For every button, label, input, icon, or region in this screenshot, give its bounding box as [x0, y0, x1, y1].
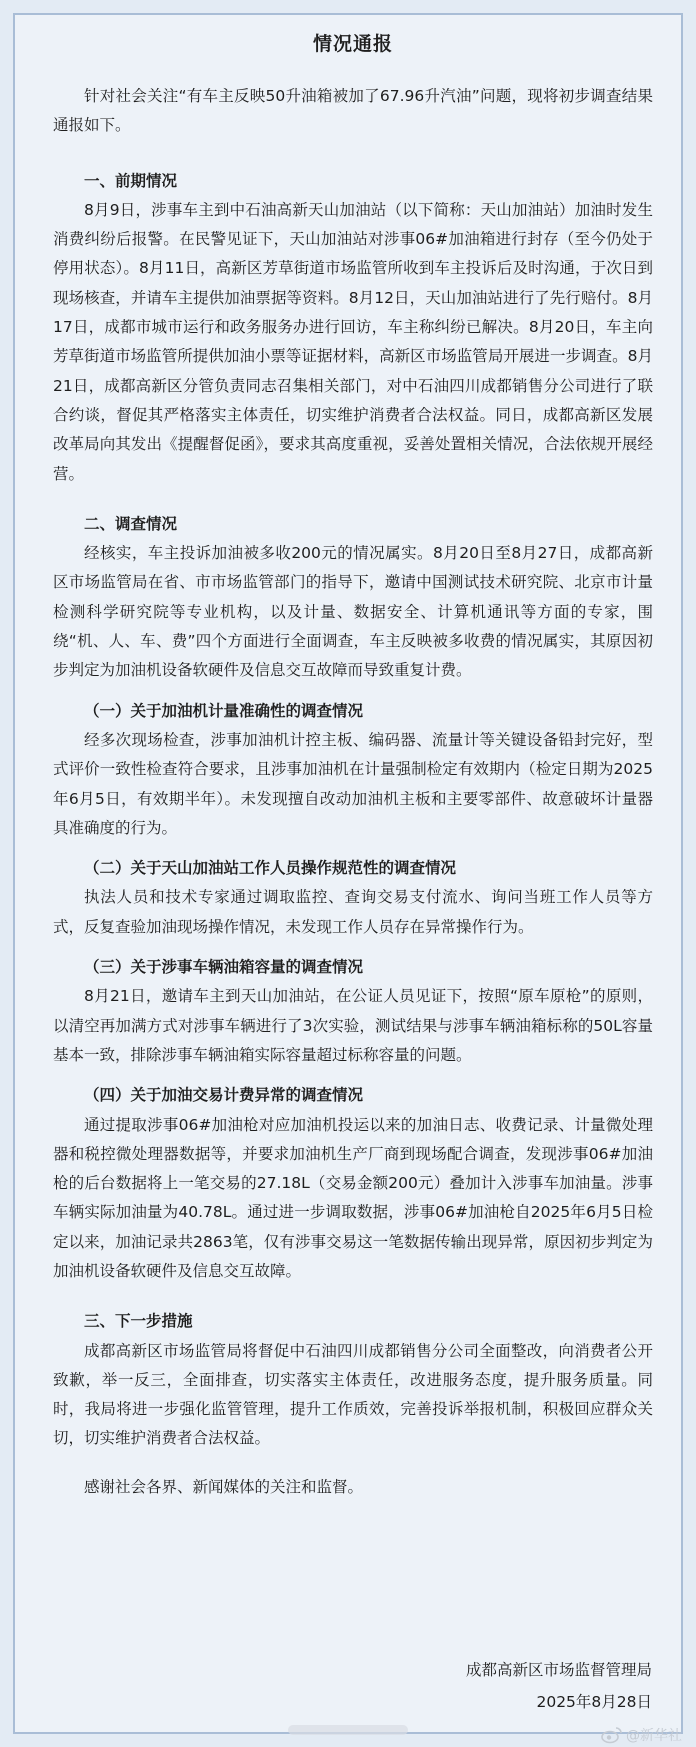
section-body-investigation: 经核实，车主投诉加油被多收200元的情况属实。8月20日至8月27日，成都高新区市场监管局在省、市市场监管部门的指导下，邀请中国测试技术研究院、北京市计量检测科学研究院等专业机构，以及计量、数据安全、计算机通讯等方面的专家，围绕“机、人、车、费”四个方面进行全面调查，车主反映被多收费的情况属实，其原因初步判定为加油机设备软硬件及信息交互故障而导致重复计费。: [53, 544, 653, 680]
section-heading-next-steps: 三、下一步措施: [84, 1312, 193, 1331]
weibo-icon: [601, 1726, 623, 1744]
section-body-early-situation: 8月9日，涉事车主到中石油高新天山加油站（以下简称：天山加油站）加油时发生消费纠纷后报警。在民警见证下，天山加油站对涉事06#加油箱进行封存（至今仍处于停用状态）。8月11日，高新区芳草街道市场监管所收到车主投诉后及时沟通，于次日到现场核查，并请车主提供加油票据等资料。8月12日，天山加油站进行了先行赔付。8月17日，成都市城市运行和政务服务办进行回访，车主称纠纷已解决。8月20日，车主向芳草街道市场监管所提供加油小票等证据材料，高新区市场监管局开展进一步调查。8月21日，成都高新区分管负责同志召集相关部门，对中石油四川成都销售分公司进行了联合约谈，督促其严格落实主体责任，切实维护消费者合法权益。同日，成都高新区发展改革局向其发出《提醒督促函》，要求其高度重视，妥善处置相关情况，合法依规开展经营。: [53, 200, 653, 483]
subsection-heading-staff: （二）关于天山加油站工作人员操作规范性的调查情况: [84, 859, 457, 878]
notice-body: [53, 30, 653, 1502]
subsection-body-tank-capacity: 8月21日，邀请车主到天山加油站，在公证人员见证下，按照“原车原枪”的原则，以清空再加满方式对涉事车辆进行了3次实验，测试结果与涉事车辆油箱标称的50L容量基本一致，排除涉事车辆油箱实际容量超过标称容量的问题。: [53, 987, 653, 1064]
section-body-next-steps: 成都高新区市场监管局将督促中石油四川成都销售分公司全面整改，向消费者公开致歉，举一反三，全面排查，切实落实主体责任，改进服务态度，提升服务质量。同时，我局将进一步强化监管管理，提升工作质效，完善投诉举报机制，积极回应群众关切，切实维护消费者合法权益。: [53, 1341, 653, 1448]
signature-org: 成都高新区市场监督管理局: [465, 1661, 652, 1679]
blurred-username: [288, 1725, 408, 1735]
subsection-body-billing: 通过提取涉事06#加油枪对应加油机投运以来的加油日志、收费记录、计量微处理器和税控微处理器数据等，并要求加油机生产厂商到现场配合调查，发现涉事06#加油枪的后台数据将上一笔交易的27.18L（交易金额200元）叠加计入涉事车加油量。涉事车辆实际加油量为40.78L。通过进一步调取数据，涉事06#加油枪自2025年6月5日检定以来，加油记录共2863笔，仅有涉事交易这一笔数据传输出现异常，原因初步判定为加油机设备软硬件及信息交互故障。: [53, 1115, 653, 1280]
watermark-text: @新华社: [626, 1728, 682, 1744]
subsection-body-staff: 执法人员和技术专家通过调取监控、查询交易支付流水、询问当班工作人员等方式，反复查验加油现场操作情况，未发现工作人员存在异常操作行为。: [53, 888, 653, 936]
section-heading-investigation: 二、调查情况: [84, 514, 178, 533]
subsection-heading-tank-capacity: （三）关于涉事车辆油箱容量的调查情况: [84, 958, 364, 977]
subsection-body-metering: 经多次现场检查，涉事加油机计控主板、编码器、流量计等关键设备铅封完好，型式评价一致性检查符合要求，且涉事加油机在计量强制检定有效期内（检定日期为2025年6月5日，有效期半年）。未发现擅自改动加油机主板和主要零部件、故意破坏计量器具准确度的行为。: [53, 730, 653, 837]
section-heading-early-situation: 一、前期情况: [84, 171, 178, 190]
page-title: 情况通报: [312, 33, 393, 55]
intro-paragraph: 针对社会关注“有车主反映50升油箱被加了67.96升汽油”问题，现将初步调查结果通报如下。: [53, 87, 653, 135]
signature-date: 2025年8月28日: [536, 1693, 652, 1711]
signature-block: [466, 1654, 652, 1718]
weibo-watermark: [601, 1725, 682, 1745]
subsection-heading-metering: （一）关于加油机计量准确性的调查情况: [84, 701, 364, 720]
subsection-heading-billing: （四）关于加油交易计费异常的调查情况: [84, 1086, 364, 1105]
closing-thanks: 感谢社会各界、新闻媒体的关注和监督。: [84, 1477, 364, 1496]
